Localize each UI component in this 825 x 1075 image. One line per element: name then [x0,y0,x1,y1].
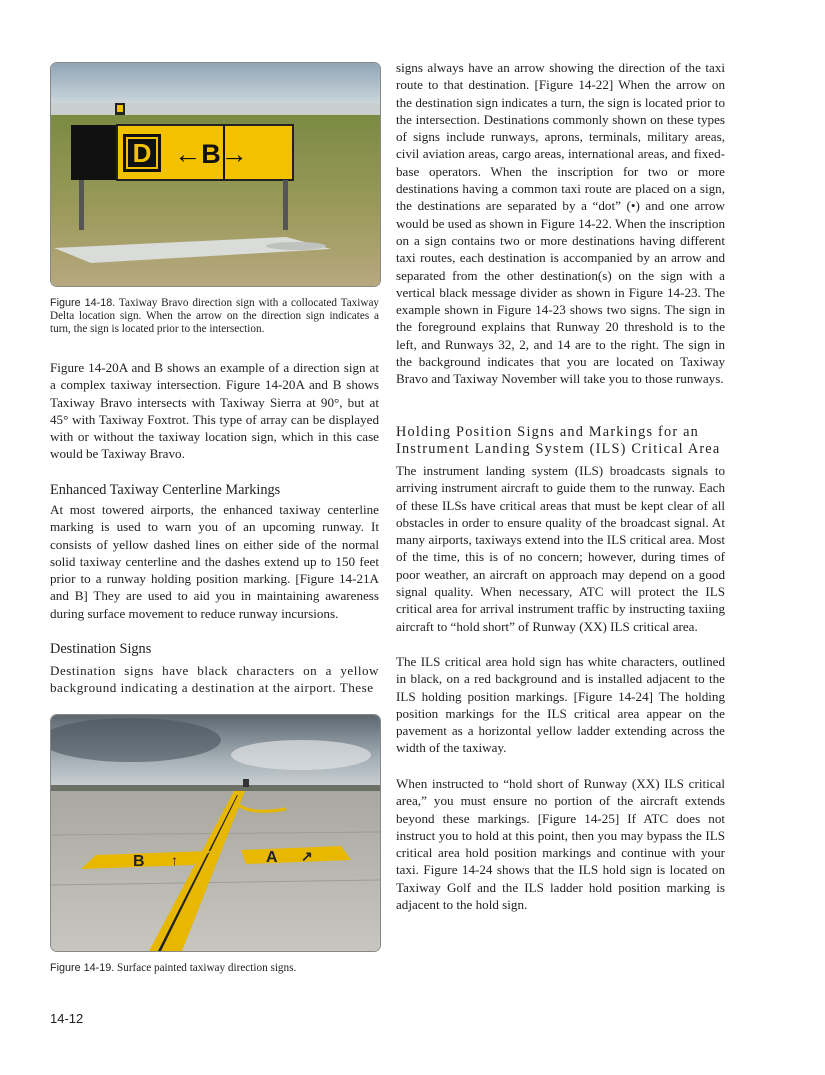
sign-letter-d: D [132,138,152,168]
painted-arrow-left: ↑ [171,852,178,868]
figure-14-19-photo [50,714,381,952]
paragraph-hold-short-instructions: When instructed to “hold short of Runway (XX) ILS critical area,” you must ensure no portion of the aircraft extends beyond these markings. [Figure 14-25] If ATC does not instruct you to hold at this point, then you may bypass the ILS critical area hold position markings and continue with your taxi. Figure 14-24 shows that the ILS hold sign is located on Taxiway Golf and the ILS ladder hold position marking is adjacent to the hold sign. [396,776,725,913]
heading-ils-critical-area: Holding Position Signs and Markings for an Instrument Landing System (ILS) Critical Area [396,424,721,457]
heading-enhanced-centerline: Enhanced Taxiway Centerline Markings [50,482,281,498]
heading-destination-signs: Destination Signs [50,641,152,657]
page-number: 14-12 [50,1011,84,1026]
paragraph-destination-signs-continued: signs always have an arrow showing the direction of the taxi route to that destination. [Figure 14-22] When the arrow on the destination sign indicates a turn, the sign is located prior to the intersection. Destinations commonly shown on these types of signs include runways, aprons, terminals, military areas, civil aviation areas, cargo areas, international areas, and fixed-base operators. When the inscription for two or more destinations having a common taxi route are placed on a sign, the destinations are separated by a “dot” (•) and one arrow would be used as shown in Figure 14-22. When the inscription on a sign contains two or more destinations having different taxi routes, each destination is accompanied by an arrow and separated from the other destination(s) on the sign with a vertical black message divider as shown in Figure 14-23. The example shown in Figure 14-23 shows two signs. The sign in the foreground explains that Runway 20 threshold is to the left, and Runways 32, 2, and 14 are to the right. The sign in the background indicates that you are located on Taxiway Bravo and Taxiway November will take you to those runways. [396,60,725,387]
sign-location-panel [71,125,117,180]
painted-arrow-right: ↗ [301,848,313,864]
figure-14-19-label: Figure 14-19. [50,962,115,974]
taxiway-sign-illustration [51,63,380,286]
paragraph-complex-intersection: Figure 14-20A and B shows an example of a direction sign at a complex taxiway intersection. Figure 14-20A and B shows Taxiway Bravo intersects with Taxiway Sierra at 90°, but at 45° with Taxiway Foxtrot. This type of array can be displayed with or without the taxiway location sign, which in this case would be Taxiway Bravo. [50,360,379,462]
figure-14-19-caption-text: Surface painted taxiway direction signs. [114,962,297,974]
figure-14-18-caption [50,297,379,337]
paragraph-enhanced-centerline: At most towered airports, the enhanced taxiway centerline marking is used to warn you of an upcoming runway. It consists of yellow dashed lines on either side of the normal solid taxiway centerline and the dashes extend up to 150 feet prior to a runway holding position marking. [Figure 14-21A and B] They are used to aid you in maintaining awareness during surface movement to reduce runway incursions. [50,502,379,621]
paragraph-ils-broadcast: The instrument landing system (ILS) broadcasts signals to arriving instrument aircraft to guide them to the runway. Each of these ILSs have critical areas that must be kept clear of all obstacles in order to ensure quality of the broadcast signal. At many airports, taxiways extend into the ILS critical area. Most of the time, this is of no concern; however, during times of poor weather, an aircraft on approach may depend on a good signal quality. When necessary, ATC will protect the ILS critical area for arrival instrument traffic by instructing taxiing aircraft to “hold short” of Runway (XX) ILS critical area. [396,463,725,634]
painted-letter-b: B [133,853,145,870]
figure-14-18-photo [50,62,381,287]
surface-painted-signs-illustration [51,715,380,951]
painted-letter-a: A [266,849,278,866]
figure-14-18-caption-text: Taxiway Bravo direction sign with a collocated Taxiway Delta location sign. When the arrow on the direction sign indicates a turn, the sign is located prior to the intersection. [50,297,380,336]
paragraph-ils-hold-sign: The ILS critical area hold sign has white characters, outlined in black, on a red background and is installed adjacent to the ILS holding position markings. [Figure 14-24] The holding position markings for the ILS critical area appear on the pavement as a horizontal yellow ladder extending across the width of the taxiway. [396,654,725,756]
sign-arrow-b: ←B→ [174,139,248,169]
figure-14-19-caption [50,962,379,975]
paragraph-destination-signs: Destination signs have black characters on a yellow background indicating a destination at the airport. These [50,663,379,696]
figure-14-18-label: Figure 14-18. [50,297,116,309]
